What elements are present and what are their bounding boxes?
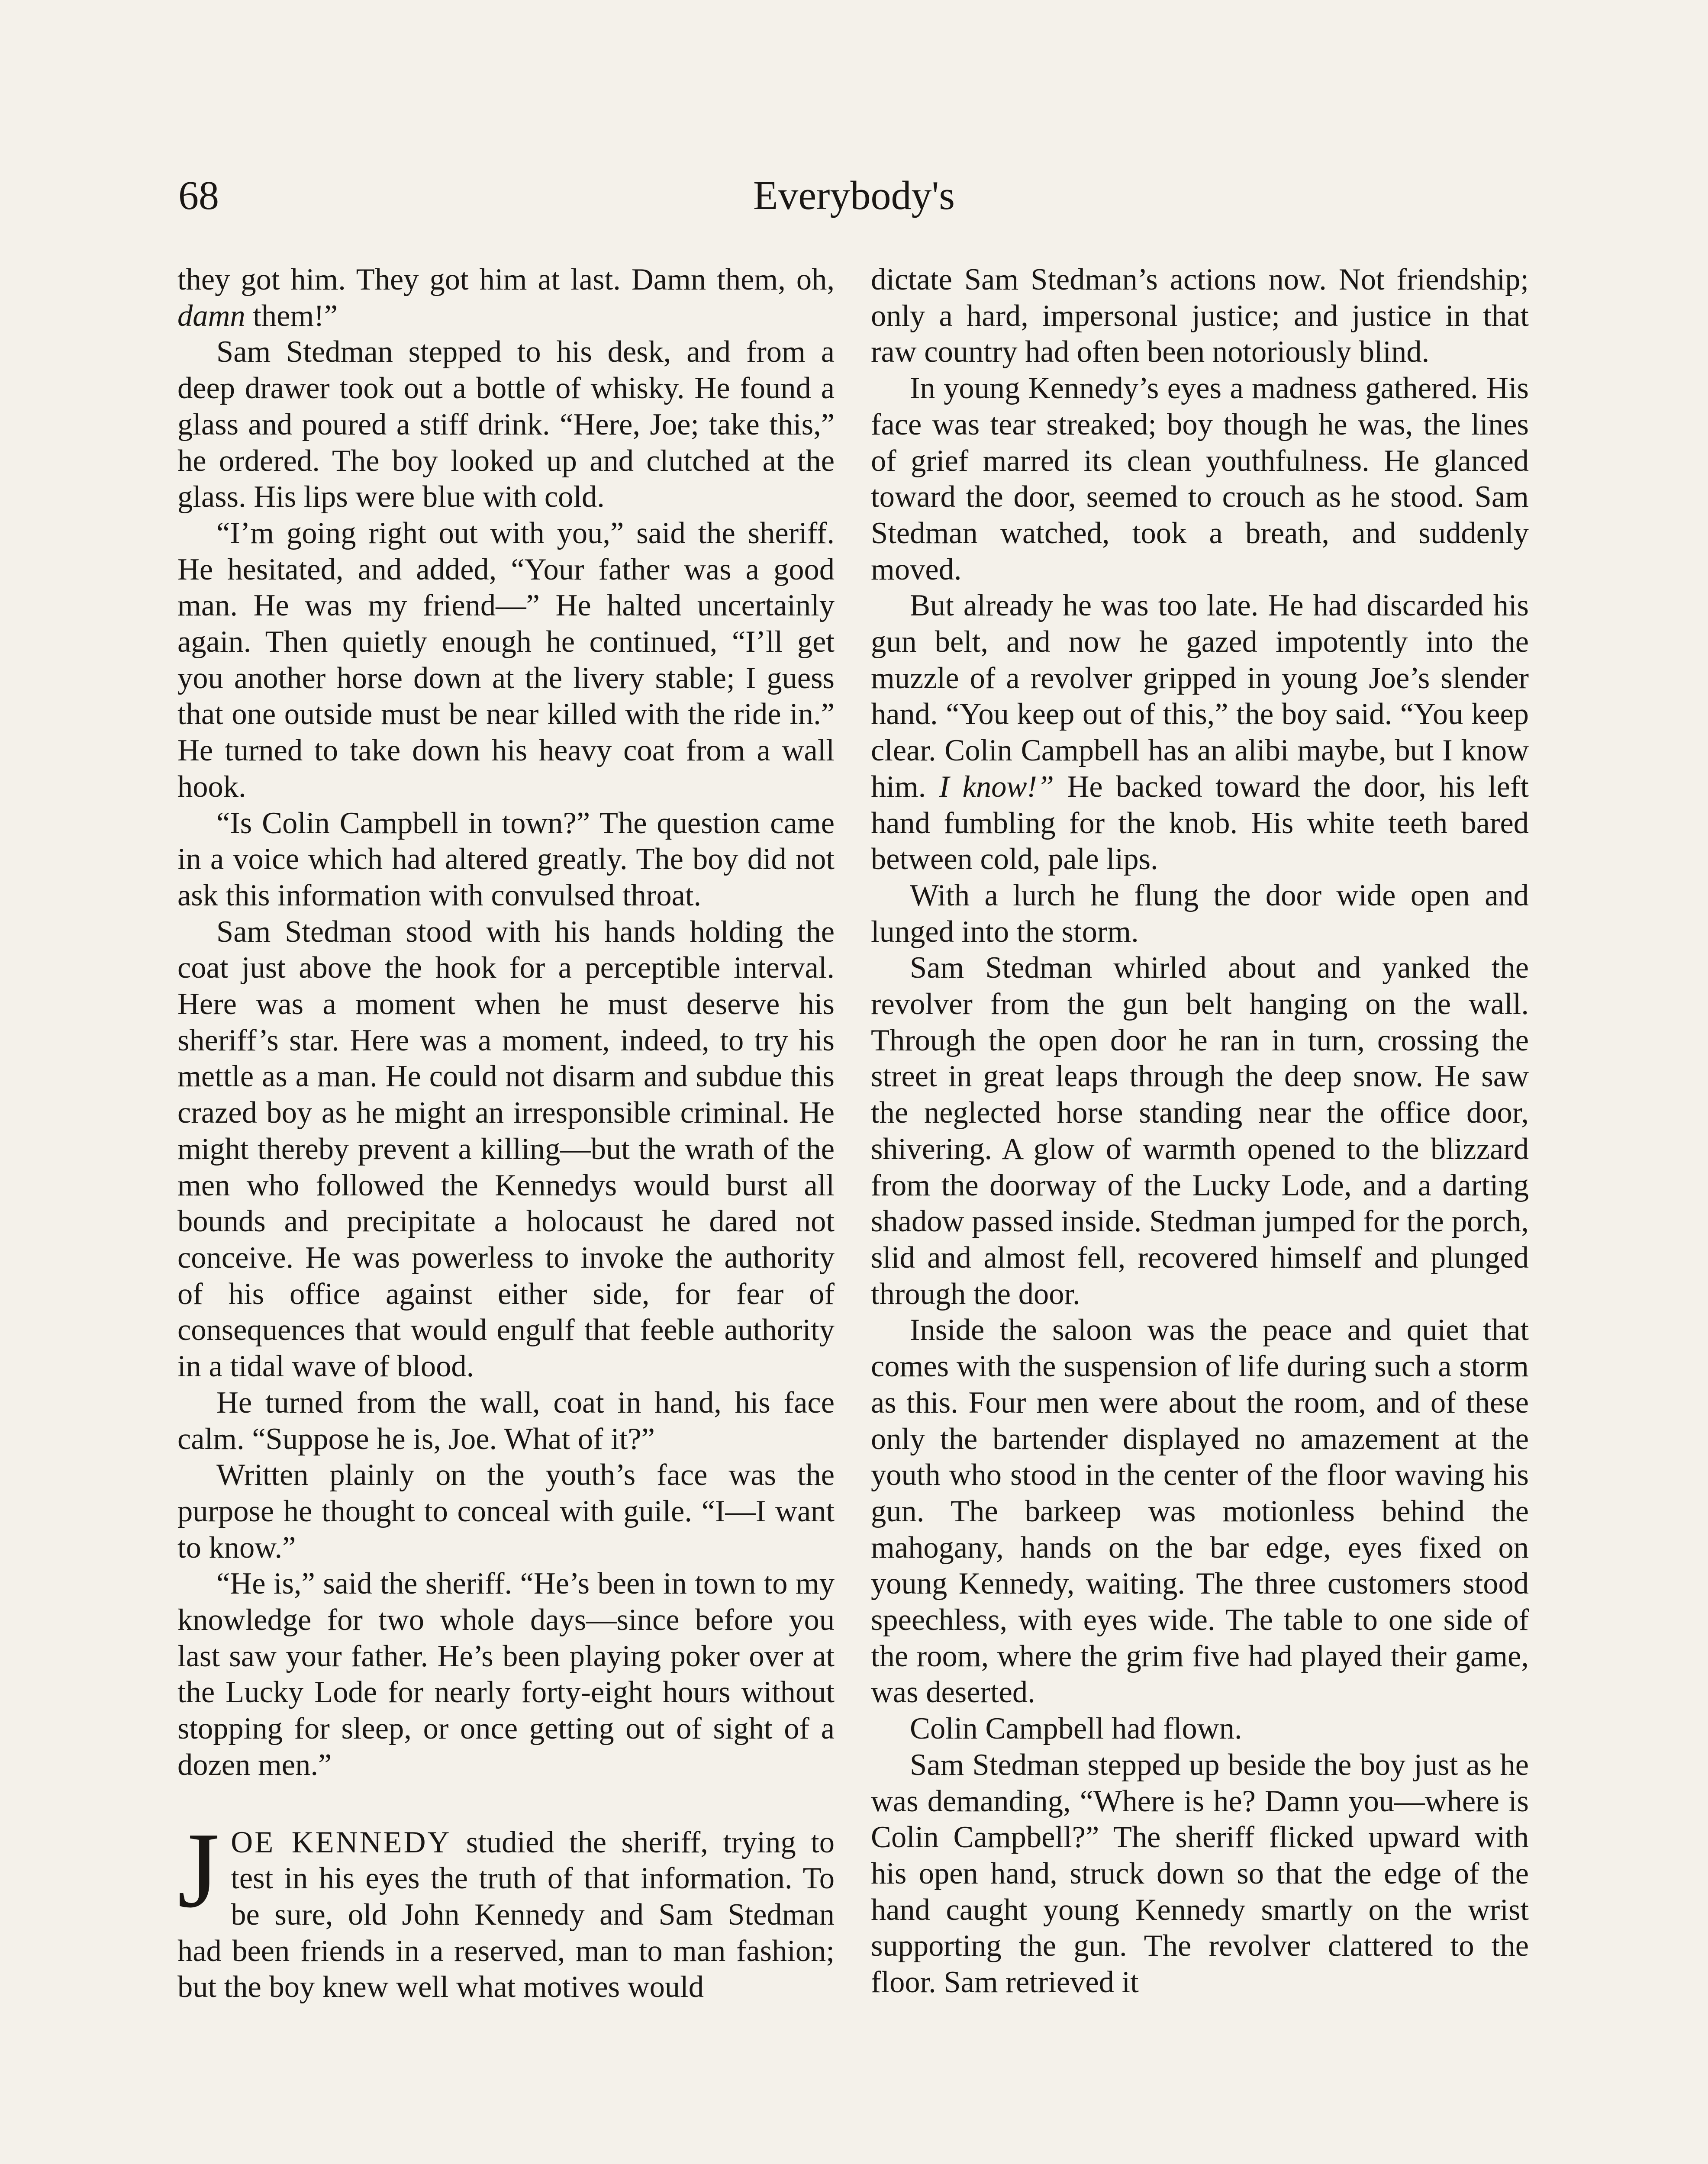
right-column	[871, 262, 1529, 2001]
paragraph: Colin Campbell had flown.	[910, 1712, 1242, 1746]
paragraph: Inside the saloon was the peace and quiet that comes with the suspension of life during such a storm as this. Four men were about the room, and of these only the bartender displayed no amazement at the youth who stood in the center of the floor waving his gun. The barkeep was motionless behind the mahogany, hands on the bar edge, eyes fixed on young Kennedy, waiting. The three customers stood speechless, with eyes wide. The table to one side of the room, where the grim five had played their game, was deserted.	[871, 1313, 1529, 1710]
emphasis: damn	[177, 299, 245, 333]
paragraph: Written plainly on the youth’s face was the purpose he thought to conceal with guile. “I—I want to know.”	[177, 1458, 835, 1565]
page-number: 68	[178, 173, 219, 218]
magazine-title: Everybody's	[753, 173, 955, 218]
paragraph: “Is Colin Campbell in town?” The question came in a voice which had altered greatly. The boy did not ask this information with convulsed throat.	[177, 806, 835, 912]
paragraph: Sam Stedman whirled about and yanked the revolver from the gun belt hanging on the wall. Through the open door he ran in turn, crossing the street in great leaps through the deep snow. He saw the neglected horse standing near the office door, shivering. A glow of warmth opened to the blizzard from the doorway of the Lucky Lode, and a darting shadow passed inside. Stedman jumped for the porch, slid and almost fell, recovered himself and plunged through the door.	[871, 951, 1529, 1311]
drop-cap: J	[177, 1810, 220, 1930]
small-caps-lead: OE KENNEDY	[231, 1825, 451, 1859]
paragraph: “He is,” said the sheriff. “He’s been in town to my knowledge for two whole days—since before you last saw your father. He’s been playing poker over at the Lucky Lode for nearly forty-eight hours without stopping for sleep, or once getting out of sight of a dozen men.”	[177, 1567, 835, 1782]
paragraph: dictate Sam Stedman’s actions now. Not friendship; only a hard, impersonal justice; and justice in that raw country had often been notoriously blind.	[871, 263, 1529, 369]
left-column	[177, 262, 835, 2006]
paragraph: Sam Stedman stood with his hands holding the coat just above the hook for a perceptible interval. Here was a moment when he must deserve his sheriff’s star. Here was a moment, indeed, to try his mettle as a man. He could not disarm and subdue this crazed boy as he might an irresponsible criminal. He might thereby prevent a killing—but the wrath of the men who followed the Kennedys would burst all bounds and precipitate a holocaust he dared not conceive. He was powerless to invoke the authority of his office against either side, for fear of consequences that would engulf that feeble authority in a tidal wave of blood.	[177, 915, 835, 1384]
paragraph: With a lurch he flung the door wide open and lunged into the storm.	[871, 878, 1529, 949]
paragraph: Sam Stedman stepped up beside the boy just as he was demanding, “Where is he? Damn you—where is Colin Campbell?” The sheriff flicked upward with his open hand, struck down so that the edge of the hand caught young Kennedy smartly on the wrist supporting the gun. The revolver clattered to the floor. Sam retrieved it	[871, 1748, 1529, 2000]
paragraph: Sam Stedman stepped to his desk, and from a deep drawer took out a bottle of whisky. He found a glass and poured a stiff drink. “Here, Joe; take this,” he ordered. The boy looked up and clutched at the glass. His lips were blue with cold.	[177, 335, 835, 514]
paragraph: He turned from the wall, coat in hand, his face calm. “Suppose he is, Joe. What of it?”	[177, 1385, 835, 1456]
section-break	[177, 1784, 835, 1825]
paragraph: But already he was too late. He had discarded his gun belt, and now he gazed impotently into the muzzle of a revolver gripped in young Joe’s slender hand. “You keep out of this,” the boy said. “You keep clear. Colin Campbell has an alibi maybe, but I know him. I know!” He backed toward the door, his left hand fumbling for the knob. His white teeth bared between cold, pale lips.	[871, 589, 1529, 876]
paragraph: In young Kennedy’s eyes a madness gathered. His face was tear streaked; boy though he was, the lines of grief marred its clean youthfulness. He glanced toward the door, seemed to crouch as he stood. Sam Stedman watched, took a breath, and suddenly moved.	[871, 371, 1529, 586]
emphasis: I know!”	[939, 770, 1054, 804]
paragraph: they got him. They got him at last. Damn them, oh, damn them!”	[177, 263, 835, 333]
dropcap-paragraph: JOE KENNEDY studied the sheriff, trying to test in his eyes the truth of that information. To be sure, old John Kennedy and Sam Stedman had been friends in a reserved, man to man fashion; but the boy knew well what motives would	[177, 1810, 835, 2004]
paragraph: “I’m going right out with you,” said the sheriff. He hesitated, and added, “Your father was a good man. He was my friend—” He halted uncertainly again. Then quietly enough he continued, “I’ll get you another horse down at the livery stable; I guess that one outside must be near killed with the ride in.” He turned to take down his heavy coat from a wall hook.	[177, 516, 835, 804]
